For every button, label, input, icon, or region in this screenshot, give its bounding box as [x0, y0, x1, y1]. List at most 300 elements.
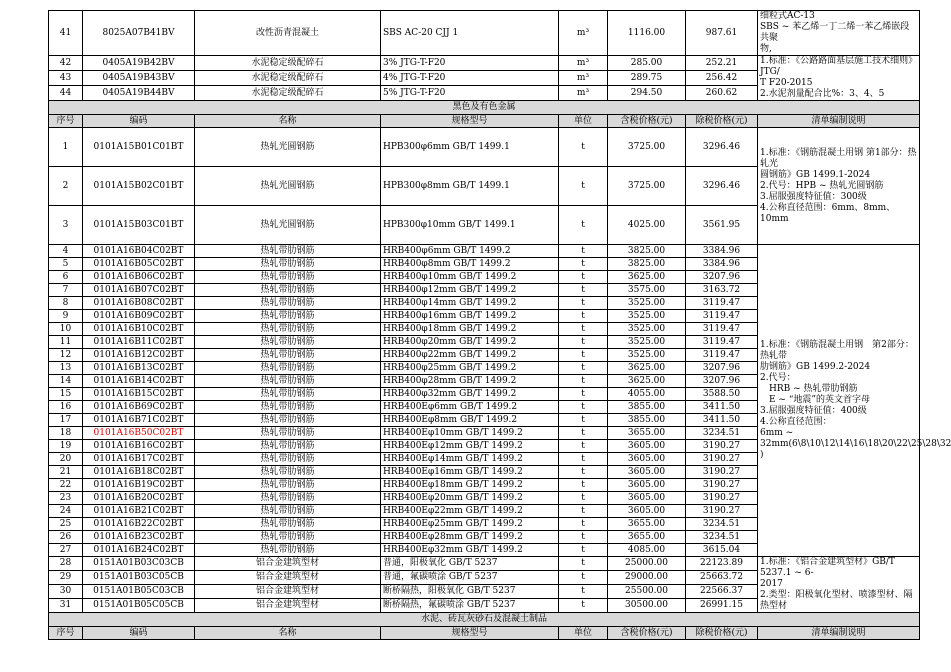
item-spec: 5% JTG-T-F20	[381, 86, 559, 101]
price-with-tax: 3605.00	[608, 440, 686, 453]
item-name: 热轧带肋钢筋	[195, 375, 381, 388]
price-with-tax: 3725.00	[608, 128, 686, 167]
note-line: 2.代号：HPB ~ 热轧光圆钢筋	[760, 180, 884, 191]
price-with-tax: 3525.00	[608, 336, 686, 349]
price-with-tax: 3605.00	[608, 453, 686, 466]
item-unit: t	[559, 518, 608, 531]
item-unit: t	[559, 544, 608, 557]
item-code: 0101A16B16C02BT	[83, 440, 195, 453]
section-title: 黑色及有色金属	[49, 101, 920, 115]
price-without-tax: 3234.51	[686, 531, 758, 544]
price-with-tax: 3525.00	[608, 310, 686, 323]
price-without-tax: 3119.47	[686, 297, 758, 310]
note-line: 3.屈服强度特征值：300级	[760, 191, 867, 202]
row-number: 13	[49, 362, 83, 375]
price-with-tax: 29000.00	[608, 571, 686, 585]
item-code: 0101A16B11C02BT	[83, 336, 195, 349]
row-number: 14	[49, 375, 83, 388]
item-unit: t	[559, 479, 608, 492]
item-code: 8025A07B41BV	[83, 11, 195, 56]
item-name: 热轧带肋钢筋	[195, 258, 381, 271]
item-name: 热轧带肋钢筋	[195, 453, 381, 466]
item-code: 0101A16B18C02BT	[83, 466, 195, 479]
row-number: 31	[49, 599, 83, 613]
price-without-tax: 3207.96	[686, 362, 758, 375]
item-unit: t	[559, 401, 608, 414]
price-with-tax: 294.50	[608, 86, 686, 101]
header-spec: 规格型号	[381, 627, 559, 640]
header-row	[49, 115, 920, 128]
note-line: 3.屈服强度特征值：400级	[760, 406, 867, 416]
item-name: 热轧带肋钢筋	[195, 492, 381, 505]
item-code: 0101A16B20C02BT	[83, 492, 195, 505]
item-code: 0101A16B13C02BT	[83, 362, 195, 375]
price-with-tax: 1116.00	[608, 11, 686, 56]
item-name: 热轧带肋钢筋	[195, 349, 381, 362]
header-name: 名称	[195, 115, 381, 128]
header-no: 序号	[49, 115, 83, 128]
row-number: 4	[49, 245, 83, 258]
table-row	[49, 128, 920, 167]
item-name: 热轧带肋钢筋	[195, 505, 381, 518]
item-unit: t	[559, 466, 608, 479]
item-spec: HRB400φ18mm GB/T 1499.2	[381, 323, 559, 336]
price-without-tax: 3207.96	[686, 375, 758, 388]
item-spec: HRB400φ14mm GB/T 1499.2	[381, 297, 559, 310]
row-number: 6	[49, 271, 83, 284]
header-note: 清单编制说明	[758, 115, 920, 128]
price-with-tax: 3625.00	[608, 362, 686, 375]
item-unit: t	[559, 167, 608, 206]
note-line: 2.代号：	[760, 373, 796, 383]
header-notax-price: 除税价格(元)	[686, 627, 758, 640]
item-code: 0101A16B19C02BT	[83, 479, 195, 492]
item-unit: t	[559, 206, 608, 245]
item-code: 0101A15B02C01BT	[83, 167, 195, 206]
price-without-tax: 22123.89	[686, 557, 758, 571]
item-name: 热轧带肋钢筋	[195, 427, 381, 440]
item-spec: 普通，阳极氧化 GB/T 5237	[381, 557, 559, 571]
price-without-tax: 3190.27	[686, 492, 758, 505]
row-number: 18	[49, 427, 83, 440]
item-name: 水泥稳定级配碎石	[195, 56, 381, 71]
item-name: 铝合金建筑型材	[195, 557, 381, 571]
price-without-tax: 3561.95	[686, 206, 758, 245]
note-line: 1.标准：《钢筋混凝土用钢 第2部分：热轧带	[760, 340, 914, 361]
row-number: 17	[49, 414, 83, 427]
item-unit: t	[559, 323, 608, 336]
item-unit: t	[559, 128, 608, 167]
item-spec: HRB400φ10mm GB/T 1499.2	[381, 271, 559, 284]
item-spec: 断桥隔热，氟碳喷涂 GB/T 5237	[381, 599, 559, 613]
item-name: 铝合金建筑型材	[195, 599, 381, 613]
item-spec: 断桥隔热，阳极氧化 GB/T 5237	[381, 585, 559, 599]
price-without-tax: 3234.51	[686, 427, 758, 440]
price-without-tax: 3615.04	[686, 544, 758, 557]
price-without-tax: 252.21	[686, 56, 758, 71]
row-number: 27	[49, 544, 83, 557]
item-code: 0101A16B07C02BT	[83, 284, 195, 297]
note-asphalt	[758, 11, 920, 56]
price-without-tax: 987.61	[686, 11, 758, 56]
item-code: 0101A16B14C02BT	[83, 375, 195, 388]
price-with-tax: 3625.00	[608, 375, 686, 388]
item-name: 热轧带肋钢筋	[195, 310, 381, 323]
note-line: 圆钢筋》GB 1499.1-2024	[760, 169, 871, 180]
row-number: 25	[49, 518, 83, 531]
price-without-tax: 3190.27	[686, 440, 758, 453]
note-aluminum	[758, 557, 920, 613]
price-with-tax: 3605.00	[608, 505, 686, 518]
note-line: HRB ~ 热轧带肋钢筋	[760, 384, 858, 394]
item-unit: m³	[559, 71, 608, 86]
item-spec: HRB400φ28mm GB/T 1499.2	[381, 375, 559, 388]
price-without-tax: 3119.47	[686, 323, 758, 336]
item-code: 0405A19B42BV	[83, 56, 195, 71]
item-spec: HRB400Eφ16mm GB/T 1499.2	[381, 466, 559, 479]
item-spec: HRB400φ12mm GB/T 1499.2	[381, 284, 559, 297]
row-number: 26	[49, 531, 83, 544]
price-with-tax: 4085.00	[608, 544, 686, 557]
item-name: 热轧带肋钢筋	[195, 336, 381, 349]
item-spec: HRB400Eφ28mm GB/T 1499.2	[381, 531, 559, 544]
price-without-tax: 3119.47	[686, 349, 758, 362]
item-name: 热轧带肋钢筋	[195, 440, 381, 453]
item-unit: t	[559, 388, 608, 401]
price-without-tax: 256.42	[686, 71, 758, 86]
item-spec: HRB400φ32mm GB/T 1499.2	[381, 388, 559, 401]
row-number: 15	[49, 388, 83, 401]
item-name: 热轧带肋钢筋	[195, 284, 381, 297]
item-spec: HRB400φ8mm GB/T 1499.2	[381, 258, 559, 271]
row-number: 28	[49, 557, 83, 571]
note-line: 4.公称直径范围：6mm、8mm、10mm	[760, 202, 896, 224]
item-name: 热轧带肋钢筋	[195, 414, 381, 427]
price-without-tax: 3190.27	[686, 466, 758, 479]
price-without-tax: 3588.50	[686, 388, 758, 401]
item-unit: m³	[559, 86, 608, 101]
row-number: 7	[49, 284, 83, 297]
header-no: 序号	[49, 627, 83, 640]
price-with-tax: 3655.00	[608, 427, 686, 440]
item-name: 热轧带肋钢筋	[195, 323, 381, 336]
item-code: 0151A01B03C03CB	[83, 557, 195, 571]
price-without-tax: 3234.51	[686, 518, 758, 531]
item-spec: HRB400φ6mm GB/T 1499.2	[381, 245, 559, 258]
item-spec: HPB300φ10mm GB/T 1499.1	[381, 206, 559, 245]
header-notax-price: 除税价格(元)	[686, 115, 758, 128]
item-unit: t	[559, 375, 608, 388]
note-line: 2.水泥剂量配合比%：3、4、5	[760, 89, 885, 99]
item-spec: 4% JTG-T-F20	[381, 71, 559, 86]
table-row	[49, 56, 920, 71]
price-without-tax: 22566.37	[686, 585, 758, 599]
table-row	[49, 245, 920, 258]
section-row	[49, 613, 920, 627]
row-number: 3	[49, 206, 83, 245]
note-line: 6mm ~ 32mm(6\8\10\12\14\16\18\20\22\25\28\32	[760, 428, 951, 449]
item-unit: t	[559, 297, 608, 310]
item-code: 0101A16B21C02BT	[83, 505, 195, 518]
price-with-tax: 3525.00	[608, 323, 686, 336]
item-code: 0405A19B44BV	[83, 86, 195, 101]
item-spec: HRB400φ16mm GB/T 1499.2	[381, 310, 559, 323]
item-name: 热轧带肋钢筋	[195, 362, 381, 375]
item-unit: t	[559, 414, 608, 427]
price-with-tax: 3655.00	[608, 518, 686, 531]
price-without-tax: 25663.72	[686, 571, 758, 585]
item-unit: t	[559, 284, 608, 297]
item-code: 0101A15B03C01BT	[83, 206, 195, 245]
note-line: 1.标准：《公路路面基层施工技术细则》JTG/	[760, 56, 913, 77]
section-title: 水泥、砖瓦灰砂石及混凝土制品	[49, 613, 920, 627]
item-unit: t	[559, 571, 608, 585]
note-line: )	[760, 450, 764, 460]
price-table	[48, 10, 951, 640]
item-name: 热轧光圆钢筋	[195, 167, 381, 206]
item-code: 0405A19B43BV	[83, 71, 195, 86]
price-without-tax: 3296.46	[686, 167, 758, 206]
item-unit: t	[559, 310, 608, 323]
price-with-tax: 4055.00	[608, 388, 686, 401]
item-code: 0101A16B17C02BT	[83, 453, 195, 466]
header-code: 编码	[83, 627, 195, 640]
section-row	[49, 101, 920, 115]
price-without-tax: 3411.50	[686, 401, 758, 414]
price-with-tax: 3825.00	[608, 258, 686, 271]
item-name: 铝合金建筑型材	[195, 571, 381, 585]
item-unit: t	[559, 362, 608, 375]
item-name: 热轧带肋钢筋	[195, 388, 381, 401]
price-with-tax: 3605.00	[608, 479, 686, 492]
item-unit: t	[559, 245, 608, 258]
price-without-tax: 3296.46	[686, 128, 758, 167]
header-spec: 规格型号	[381, 115, 559, 128]
item-code: 0101A16B50C02BT	[83, 427, 195, 440]
row-number: 12	[49, 349, 83, 362]
item-code: 0101A16B12C02BT	[83, 349, 195, 362]
row-number: 2	[49, 167, 83, 206]
row-number: 5	[49, 258, 83, 271]
price-with-tax: 3725.00	[608, 167, 686, 206]
header-row	[49, 627, 920, 640]
item-unit: t	[559, 258, 608, 271]
item-spec: HRB400Eφ22mm GB/T 1499.2	[381, 505, 559, 518]
item-code: 0101A16B15C02BT	[83, 388, 195, 401]
item-unit: t	[559, 427, 608, 440]
header-code: 编码	[83, 115, 195, 128]
header-unit: 单位	[559, 115, 608, 128]
note-line: E ~ “地震”的英文首字母	[760, 395, 871, 405]
item-spec: HRB400Eφ25mm GB/T 1499.2	[381, 518, 559, 531]
item-code: 0101A16B08C02BT	[83, 297, 195, 310]
price-without-tax: 3411.50	[686, 414, 758, 427]
item-code: 0101A16B24C02BT	[83, 544, 195, 557]
item-code: 0101A15B01C01BT	[83, 128, 195, 167]
item-unit: t	[559, 505, 608, 518]
note-line: 物,	[760, 44, 772, 54]
item-name: 水泥稳定级配碎石	[195, 86, 381, 101]
item-code: 0101A16B09C02BT	[83, 310, 195, 323]
table-row	[49, 557, 920, 571]
row-number: 44	[49, 86, 83, 101]
row-number: 8	[49, 297, 83, 310]
item-unit: t	[559, 599, 608, 613]
price-without-tax: 3384.96	[686, 245, 758, 258]
price-with-tax: 4025.00	[608, 206, 686, 245]
row-number: 30	[49, 585, 83, 599]
row-number: 29	[49, 571, 83, 585]
item-unit: t	[559, 349, 608, 362]
item-unit: t	[559, 440, 608, 453]
item-code: 0151A01B03C05CB	[83, 571, 195, 585]
item-code: 0151A01B05C05CB	[83, 599, 195, 613]
price-without-tax: 3119.47	[686, 336, 758, 349]
item-code: 0101A16B10C02BT	[83, 323, 195, 336]
item-name: 热轧光圆钢筋	[195, 128, 381, 167]
note-line: 肋钢筋》GB 1499.2-2024	[760, 362, 871, 372]
item-unit: t	[559, 557, 608, 571]
item-name: 热轧带肋钢筋	[195, 479, 381, 492]
price-with-tax: 3525.00	[608, 349, 686, 362]
price-with-tax: 3655.00	[608, 531, 686, 544]
item-unit: m³	[559, 11, 608, 56]
item-spec: HRB400Eφ12mm GB/T 1499.2	[381, 440, 559, 453]
header-tax-price: 含税价格(元)	[608, 627, 686, 640]
price-with-tax: 3855.00	[608, 414, 686, 427]
item-unit: t	[559, 336, 608, 349]
note-line: 4.公称直径范围：	[760, 417, 832, 427]
price-without-tax: 260.62	[686, 86, 758, 101]
note-line: 1.标准：《铝合金建筑型材》GB/T 5237.1 ~ 6-	[760, 557, 895, 578]
item-unit: t	[559, 585, 608, 599]
price-with-tax: 3825.00	[608, 245, 686, 258]
row-number: 1	[49, 128, 83, 167]
price-with-tax: 3605.00	[608, 492, 686, 505]
row-number: 10	[49, 323, 83, 336]
note-line: 2.类型：阳极氧化型材、喷漆型材、隔热型材	[760, 590, 913, 611]
row-number: 24	[49, 505, 83, 518]
header-tax-price: 含税价格(元)	[608, 115, 686, 128]
price-with-tax: 3855.00	[608, 401, 686, 414]
item-name: 热轧带肋钢筋	[195, 531, 381, 544]
item-code: 0101A16B23C02BT	[83, 531, 195, 544]
item-name: 热轧带肋钢筋	[195, 466, 381, 479]
note-hpb	[758, 128, 920, 245]
item-spec: HRB400Eφ6mm GB/T 1499.2	[381, 401, 559, 414]
item-spec: HPB300φ6mm GB/T 1499.1	[381, 128, 559, 167]
price-with-tax: 3575.00	[608, 284, 686, 297]
item-name: 改性沥青混凝土	[195, 11, 381, 56]
item-spec: HRB400Eφ14mm GB/T 1499.2	[381, 453, 559, 466]
row-number: 43	[49, 71, 83, 86]
item-name: 热轧带肋钢筋	[195, 245, 381, 258]
item-spec: HRB400Eφ32mm GB/T 1499.2	[381, 544, 559, 557]
row-number: 22	[49, 479, 83, 492]
item-spec: HRB400φ25mm GB/T 1499.2	[381, 362, 559, 375]
price-with-tax: 30500.00	[608, 599, 686, 613]
item-name: 热轧带肋钢筋	[195, 401, 381, 414]
price-without-tax: 26991.15	[686, 599, 758, 613]
table-row	[49, 11, 920, 56]
note-line: T F20-2015	[760, 78, 813, 88]
row-number: 16	[49, 401, 83, 414]
item-unit: t	[559, 271, 608, 284]
price-with-tax: 3625.00	[608, 271, 686, 284]
price-with-tax: 289.75	[608, 71, 686, 86]
item-name: 热轧带肋钢筋	[195, 271, 381, 284]
item-spec: 普通，氟碳喷涂 GB/T 5237	[381, 571, 559, 585]
item-spec: HRB400Eφ10mm GB/T 1499.2	[381, 427, 559, 440]
row-number: 42	[49, 56, 83, 71]
price-without-tax: 3190.27	[686, 453, 758, 466]
row-number: 41	[49, 11, 83, 56]
price-with-tax: 3525.00	[608, 297, 686, 310]
item-code: 0101A16B69C02BT	[83, 401, 195, 414]
row-number: 19	[49, 440, 83, 453]
item-name: 热轧带肋钢筋	[195, 544, 381, 557]
header-unit: 单位	[559, 627, 608, 640]
item-code: 0101A16B04C02BT	[83, 245, 195, 258]
price-without-tax: 3190.27	[686, 479, 758, 492]
item-name: 热轧带肋钢筋	[195, 518, 381, 531]
price-with-tax: 3605.00	[608, 466, 686, 479]
note-hrb	[758, 245, 951, 557]
price-with-tax: 285.00	[608, 56, 686, 71]
row-number: 20	[49, 453, 83, 466]
price-without-tax: 3384.96	[686, 258, 758, 271]
item-spec: HRB400Eφ18mm GB/T 1499.2	[381, 479, 559, 492]
item-spec: SBS AC-20 CJJ 1	[381, 11, 559, 56]
price-with-tax: 25000.00	[608, 557, 686, 571]
item-code: 0101A16B05C02BT	[83, 258, 195, 271]
row-number: 21	[49, 466, 83, 479]
item-name: 热轧带肋钢筋	[195, 297, 381, 310]
item-unit: t	[559, 531, 608, 544]
item-unit: t	[559, 492, 608, 505]
price-without-tax: 3163.72	[686, 284, 758, 297]
note-line: SBS ~ 苯乙烯一丁二烯一苯乙烯嵌段共聚	[760, 22, 910, 43]
item-spec: 3% JTG-T-F20	[381, 56, 559, 71]
note-line: 2017	[760, 579, 783, 589]
note-line: 细粒式AC-13	[760, 11, 815, 21]
item-code: 0101A16B71C02BT	[83, 414, 195, 427]
item-unit: t	[559, 453, 608, 466]
item-spec: HPB300φ8mm GB/T 1499.1	[381, 167, 559, 206]
item-code: 0101A16B06C02BT	[83, 271, 195, 284]
row-number: 11	[49, 336, 83, 349]
item-name: 水泥稳定级配碎石	[195, 71, 381, 86]
price-with-tax: 25500.00	[608, 585, 686, 599]
item-name: 铝合金建筑型材	[195, 585, 381, 599]
price-without-tax: 3207.96	[686, 271, 758, 284]
item-spec: HRB400φ22mm GB/T 1499.2	[381, 349, 559, 362]
note-cement-gravel	[758, 56, 920, 101]
item-name: 热轧光圆钢筋	[195, 206, 381, 245]
header-name: 名称	[195, 627, 381, 640]
price-without-tax: 3190.27	[686, 505, 758, 518]
item-unit: m³	[559, 56, 608, 71]
row-number: 23	[49, 492, 83, 505]
item-spec: HRB400φ20mm GB/T 1499.2	[381, 336, 559, 349]
price-without-tax: 3119.47	[686, 310, 758, 323]
item-code: 0101A16B22C02BT	[83, 518, 195, 531]
row-number: 9	[49, 310, 83, 323]
item-code: 0151A01B05C03CB	[83, 585, 195, 599]
note-line: 1.标准：《钢筋混凝土用钢 第1部分：热轧光	[760, 147, 917, 169]
header-note: 清单编制说明	[758, 627, 920, 640]
item-spec: HRB400Eφ8mm GB/T 1499.2	[381, 414, 559, 427]
